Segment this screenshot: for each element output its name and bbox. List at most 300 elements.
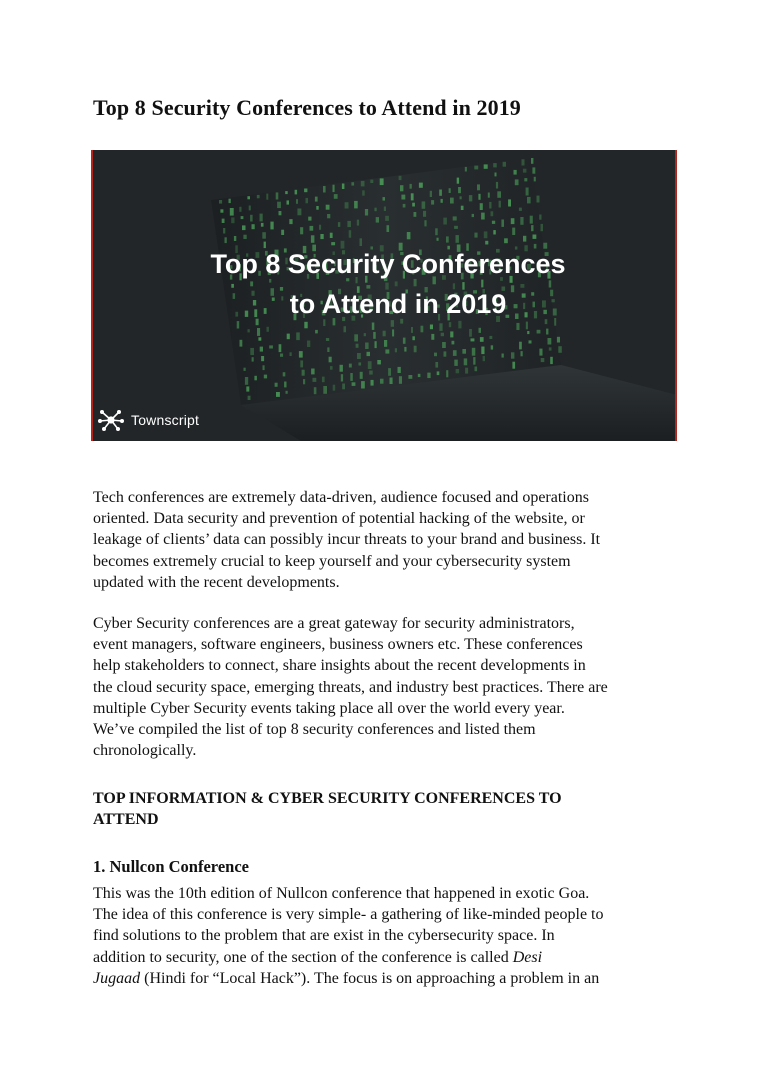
text-line: multiple Cyber Security events taking place all over the world every year.	[93, 699, 565, 717]
code-glyph	[531, 158, 533, 164]
code-glyph	[252, 357, 254, 361]
code-glyph	[461, 206, 464, 210]
code-glyph	[522, 159, 525, 165]
code-glyph	[462, 349, 466, 354]
banner-image	[91, 150, 677, 441]
code-glyph	[439, 190, 442, 196]
code-glyph	[392, 329, 394, 336]
code-glyph	[477, 184, 480, 190]
code-glyph	[473, 357, 475, 365]
code-glyph	[368, 361, 372, 369]
code-glyph	[404, 347, 406, 352]
code-glyph	[400, 185, 403, 191]
code-glyph	[248, 329, 250, 332]
code-glyph	[279, 211, 282, 215]
code-glyph	[241, 216, 244, 219]
code-glyph	[362, 190, 365, 195]
nullcon-paragraph	[93, 883, 693, 989]
code-glyph	[269, 345, 273, 348]
code-glyph	[527, 197, 531, 204]
code-glyph	[295, 190, 298, 195]
code-glyph	[495, 173, 497, 177]
code-glyph	[315, 197, 318, 202]
code-glyph	[489, 336, 492, 339]
code-glyph	[414, 212, 417, 217]
code-glyph	[244, 368, 246, 371]
code-glyph	[303, 379, 305, 384]
code-glyph	[541, 358, 545, 362]
code-glyph	[248, 396, 251, 400]
code-glyph	[537, 330, 541, 334]
code-glyph	[450, 331, 453, 337]
code-glyph	[478, 194, 480, 200]
code-glyph	[446, 236, 449, 242]
code-glyph	[308, 217, 311, 221]
code-glyph	[480, 203, 483, 210]
code-glyph	[242, 225, 246, 230]
code-glyph	[356, 344, 359, 348]
code-glyph	[484, 164, 488, 168]
code-glyph	[276, 192, 279, 199]
code-glyph	[460, 196, 462, 199]
code-glyph	[454, 360, 458, 366]
code-glyph	[493, 163, 497, 167]
code-glyph	[385, 216, 389, 221]
code-glyph	[320, 234, 323, 239]
code-glyph	[322, 377, 325, 383]
code-glyph	[401, 195, 405, 200]
code-glyph	[537, 196, 540, 203]
code-glyph	[342, 384, 345, 390]
code-glyph	[456, 369, 460, 373]
code-glyph	[411, 327, 413, 333]
code-glyph	[431, 200, 434, 205]
code-glyph	[270, 222, 273, 230]
code-glyph	[423, 211, 426, 217]
townscript-logo	[97, 408, 199, 432]
code-glyph	[327, 347, 329, 352]
code-glyph	[225, 237, 227, 243]
code-glyph	[375, 341, 377, 348]
code-glyph	[289, 219, 292, 224]
code-glyph	[369, 371, 373, 375]
code-glyph	[488, 193, 490, 198]
code-glyph	[456, 235, 459, 243]
code-glyph	[374, 208, 376, 212]
code-glyph	[380, 178, 384, 185]
code-glyph	[345, 202, 349, 208]
code-glyph	[311, 369, 315, 375]
code-glyph	[472, 214, 474, 217]
code-glyph	[418, 374, 421, 377]
code-glyph	[283, 372, 286, 376]
text-line: find solutions to the problem that are exist in the cybersecurity space. In	[93, 927, 555, 945]
code-glyph	[222, 219, 225, 223]
code-glyph	[365, 343, 369, 350]
code-glyph	[258, 337, 261, 340]
code-glyph	[449, 188, 451, 193]
code-glyph	[260, 347, 263, 352]
code-glyph	[442, 342, 446, 348]
code-glyph	[310, 226, 314, 231]
code-glyph	[481, 347, 484, 355]
code-glyph	[383, 197, 386, 201]
banner-heading-line2: to Attend in 2019	[289, 289, 507, 319]
code-glyph	[422, 201, 426, 208]
banner-edge-left	[91, 150, 93, 441]
code-glyph	[539, 215, 541, 220]
code-glyph	[534, 177, 536, 182]
code-glyph	[479, 328, 482, 333]
second-paragraph	[93, 613, 693, 761]
code-glyph	[257, 328, 260, 336]
code-glyph	[323, 186, 326, 193]
code-glyph	[344, 326, 347, 332]
code-glyph	[481, 213, 485, 220]
code-glyph	[484, 231, 488, 238]
code-glyph	[465, 167, 467, 172]
code-glyph	[276, 392, 280, 397]
code-glyph	[464, 358, 468, 365]
code-glyph	[483, 356, 485, 361]
code-glyph	[410, 184, 412, 189]
section-heading	[93, 788, 562, 830]
code-glyph	[380, 379, 384, 384]
code-glyph	[257, 195, 260, 198]
code-glyph	[304, 189, 307, 193]
code-glyph	[435, 362, 438, 368]
code-glyph	[358, 362, 361, 365]
code-glyph	[499, 201, 501, 208]
logo-text: Townscript	[131, 412, 200, 428]
code-glyph	[465, 368, 468, 374]
code-glyph	[419, 183, 423, 188]
code-glyph	[360, 372, 363, 379]
code-glyph	[450, 198, 454, 204]
section-heading-line2: ATTEND	[93, 811, 159, 828]
code-glyph	[314, 387, 317, 394]
code-glyph	[247, 196, 250, 199]
code-glyph	[280, 354, 283, 357]
section-heading-line1: TOP INFORMATION & CYBER SECURITY CONFERENCES TO	[93, 790, 562, 807]
code-glyph	[307, 341, 310, 348]
code-glyph	[371, 380, 374, 386]
code-glyph	[430, 191, 432, 197]
text-line: Cyber Security conferences are a great gateway for security administrators,	[93, 615, 575, 632]
code-glyph	[275, 383, 278, 387]
code-glyph	[403, 204, 406, 208]
code-glyph	[515, 179, 519, 185]
code-glyph	[261, 356, 264, 361]
code-glyph	[349, 364, 352, 368]
code-glyph	[512, 362, 515, 369]
code-glyph	[512, 228, 515, 235]
code-glyph	[231, 217, 234, 223]
code-glyph	[454, 226, 458, 229]
code-glyph	[385, 349, 389, 353]
code-glyph	[370, 180, 373, 183]
code-glyph	[388, 368, 391, 376]
code-glyph	[480, 337, 484, 342]
code-glyph	[546, 329, 548, 335]
code-glyph	[300, 360, 303, 367]
code-glyph	[263, 365, 265, 370]
code-glyph	[530, 216, 533, 224]
code-glyph	[290, 352, 292, 356]
code-glyph	[365, 209, 368, 216]
code-glyph	[526, 188, 529, 196]
code-glyph	[254, 376, 257, 381]
code-glyph	[475, 367, 478, 372]
code-glyph	[327, 214, 330, 218]
code-glyph	[364, 333, 366, 336]
code-glyph	[234, 236, 236, 241]
code-glyph	[496, 182, 498, 189]
code-glyph	[527, 331, 529, 334]
code-glyph	[491, 211, 494, 216]
code-glyph	[333, 185, 335, 192]
code-glyph	[266, 194, 268, 200]
code-glyph	[424, 220, 426, 226]
code-glyph	[457, 178, 459, 184]
code-glyph	[493, 230, 496, 234]
code-glyph	[531, 225, 533, 231]
code-glyph	[354, 334, 358, 341]
code-glyph	[338, 222, 340, 227]
code-glyph	[469, 195, 472, 201]
code-glyph	[361, 181, 365, 187]
code-glyph	[399, 376, 402, 384]
code-glyph	[453, 216, 457, 220]
code-glyph	[520, 217, 523, 225]
code-glyph	[508, 199, 511, 206]
code-glyph	[333, 385, 336, 391]
code-glyph	[376, 217, 379, 223]
text-line: help stakeholders to connect, share insights about the recent developments in	[93, 657, 586, 675]
code-glyph	[523, 236, 526, 242]
code-glyph	[357, 220, 359, 226]
code-glyph	[349, 230, 352, 238]
code-glyph	[354, 201, 358, 209]
text-segment: addition to security, one of the section of the conference is called	[93, 948, 513, 966]
text-line: chronologically.	[93, 742, 197, 760]
code-glyph	[511, 218, 515, 224]
code-glyph	[435, 228, 438, 235]
code-glyph	[240, 340, 243, 347]
code-glyph	[474, 233, 477, 238]
code-glyph	[220, 209, 223, 212]
code-glyph	[313, 378, 317, 382]
code-glyph	[529, 340, 532, 343]
text-line	[93, 968, 693, 989]
code-glyph	[384, 207, 386, 212]
code-glyph	[533, 235, 537, 239]
code-glyph	[342, 184, 345, 190]
code-glyph	[246, 386, 249, 391]
code-glyph	[302, 370, 305, 376]
code-glyph	[329, 357, 332, 363]
code-glyph	[519, 208, 522, 211]
banner-heading-line1: Top 8 Security Conferences	[210, 249, 566, 279]
page-title: Top 8 Security Conferences to Attend in 2019	[93, 95, 521, 120]
text-line: event managers, software engineers, business owners etc. These conferences	[93, 636, 583, 654]
code-glyph	[296, 199, 298, 204]
code-glyph	[395, 348, 397, 352]
code-glyph	[412, 203, 415, 207]
network-nodes-icon	[97, 408, 125, 432]
code-glyph	[306, 198, 309, 203]
code-glyph	[330, 366, 333, 370]
code-glyph	[277, 202, 281, 208]
code-glyph	[287, 334, 290, 340]
code-glyph	[504, 238, 508, 243]
code-glyph	[503, 162, 506, 167]
code-glyph	[377, 360, 381, 364]
code-glyph	[519, 342, 522, 350]
code-glyph	[441, 333, 444, 337]
code-glyph	[407, 232, 411, 239]
code-glyph	[408, 375, 412, 379]
code-glyph	[511, 352, 514, 358]
code-glyph	[437, 371, 440, 375]
code-glyph	[390, 378, 393, 385]
code-glyph	[281, 230, 284, 235]
text-line: leakage of clients’ data can possibly incur threats to your brand and business. It	[93, 531, 601, 549]
code-glyph	[250, 215, 253, 222]
code-glyph	[532, 167, 535, 173]
code-glyph	[334, 194, 338, 199]
text-line: Tech conferences are extremely data-driven, audience focused and operations	[93, 489, 589, 506]
code-glyph	[330, 233, 333, 238]
code-glyph	[492, 221, 495, 224]
italic-term: Jugaad	[93, 969, 141, 987]
code-glyph	[319, 225, 321, 230]
code-glyph	[469, 329, 472, 337]
code-glyph	[452, 341, 455, 345]
code-glyph	[262, 232, 266, 239]
code-glyph	[437, 238, 439, 241]
code-glyph	[497, 191, 501, 198]
code-glyph	[347, 221, 351, 227]
code-glyph	[443, 218, 447, 225]
code-glyph	[501, 220, 504, 227]
code-glyph	[541, 224, 544, 231]
code-glyph	[311, 235, 315, 243]
code-glyph	[326, 338, 329, 341]
text-line: the cloud security space, emerging threats, and industry best practices. There are	[93, 678, 608, 696]
code-glyph	[411, 193, 414, 200]
code-glyph	[549, 347, 552, 350]
code-glyph	[261, 223, 264, 227]
code-glyph	[412, 336, 415, 340]
code-glyph	[441, 199, 443, 203]
code-glyph	[384, 340, 387, 347]
code-glyph	[297, 209, 301, 216]
code-glyph	[361, 381, 365, 388]
code-glyph	[326, 205, 330, 210]
code-glyph	[323, 386, 327, 394]
code-glyph	[285, 191, 288, 194]
code-glyph	[387, 225, 390, 232]
code-glyph	[524, 178, 527, 181]
code-glyph	[243, 235, 246, 239]
code-glyph	[252, 224, 255, 229]
intro-paragraph	[93, 487, 693, 593]
code-glyph	[421, 326, 424, 333]
code-glyph	[286, 391, 288, 394]
code-glyph	[250, 348, 254, 355]
text-line: becomes extremely crucial to keep yourself and your cybersecurity system	[93, 552, 571, 570]
code-glyph	[299, 351, 303, 358]
code-glyph	[316, 206, 318, 210]
text-line: The idea of this conference is very simple- a gathering of like-minded people to	[93, 906, 604, 924]
code-glyph	[351, 182, 354, 185]
code-glyph	[367, 352, 371, 356]
code-glyph	[430, 325, 433, 330]
code-glyph	[434, 353, 437, 357]
code-glyph	[398, 367, 401, 373]
text-line: oriented. Data security and prevention of potential hacking of the website, or	[93, 510, 585, 528]
text-line: updated with the recent developments.	[93, 573, 340, 591]
code-glyph	[444, 351, 447, 356]
code-glyph	[267, 327, 269, 332]
code-glyph	[491, 345, 493, 349]
code-glyph	[514, 170, 517, 175]
code-glyph	[341, 374, 343, 381]
code-glyph	[446, 370, 448, 377]
code-glyph	[427, 373, 430, 379]
text-segment: (Hindi for “Local Hack”). The focus is on approaching a problem in an	[140, 969, 600, 987]
code-glyph	[296, 332, 300, 340]
code-glyph	[219, 200, 222, 204]
code-glyph	[223, 228, 225, 234]
item-heading-nullcon: 1. Nullcon Conference	[93, 857, 249, 876]
code-glyph	[260, 214, 263, 222]
code-glyph	[521, 351, 523, 356]
code-glyph	[340, 365, 343, 372]
text-line: We’ve compiled the list of top 8 security conferences and listed them	[93, 721, 536, 739]
code-glyph	[352, 382, 356, 386]
code-glyph	[403, 338, 406, 344]
code-glyph	[264, 375, 267, 379]
code-glyph	[300, 227, 303, 234]
code-glyph	[249, 206, 251, 211]
code-glyph	[472, 348, 476, 356]
italic-term: Desi	[512, 948, 543, 966]
text-line: This was the 10th edition of Nullcon conference that happened in exotic Goa.	[93, 885, 590, 902]
code-glyph	[550, 357, 553, 364]
code-glyph	[357, 353, 361, 359]
code-glyph	[350, 373, 353, 381]
code-glyph	[230, 208, 234, 216]
code-glyph	[414, 346, 417, 353]
code-glyph	[287, 200, 290, 204]
code-glyph	[239, 207, 241, 212]
code-glyph	[373, 332, 376, 339]
code-glyph	[458, 187, 461, 193]
code-glyph	[489, 202, 491, 209]
code-glyph	[229, 199, 231, 203]
code-glyph	[383, 331, 386, 337]
code-glyph	[431, 334, 434, 340]
code-glyph	[548, 338, 552, 345]
code-glyph	[471, 338, 475, 341]
code-glyph	[539, 349, 542, 356]
code-glyph	[315, 330, 318, 334]
code-glyph	[474, 166, 478, 170]
text-line	[93, 947, 693, 968]
code-glyph	[245, 377, 248, 385]
